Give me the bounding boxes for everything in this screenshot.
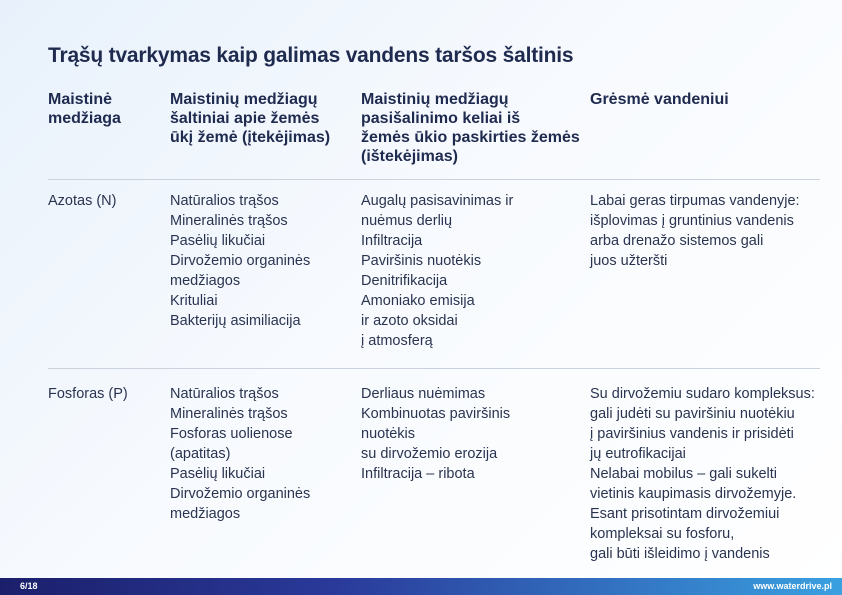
- header-line: (ištekėjimas): [361, 148, 458, 165]
- text-line: Derliaus nuėmimas: [361, 386, 486, 402]
- text-line: Su dirvožemiu sudaro kompleksus:: [590, 386, 815, 402]
- text-line: Nelabai mobilus – gali sukelti: [590, 466, 777, 482]
- text-line: gali judėti su paviršiniu nuotėkiu: [590, 406, 795, 422]
- text-line: nuėmus derlių: [361, 213, 453, 229]
- text-line: Augalų pasisavinimas ir: [361, 193, 514, 209]
- text-line: medžiagos: [170, 273, 241, 289]
- header-line: Grėsmė vandeniui: [590, 91, 729, 108]
- text-line: (apatitas): [170, 446, 231, 462]
- text-line: nuotėkis: [361, 426, 416, 442]
- header-pathways: [361, 90, 580, 166]
- row-phosphorus-nutrient: Fosforas (P): [48, 386, 128, 402]
- text-line: su dirvožemio erozija: [361, 446, 498, 462]
- text-line: į atmosferą: [361, 333, 433, 349]
- text-line: Infiltracija – ribota: [361, 466, 475, 482]
- text-line: Mineralinės trąšos: [170, 406, 288, 422]
- text-line: į paviršinius vandenis ir prisidėti: [590, 426, 794, 442]
- text-line: Infiltracija: [361, 233, 423, 249]
- text-line: išplovimas į gruntinius vandenis: [590, 213, 794, 229]
- text-line: Amoniako emisija: [361, 293, 475, 309]
- header-line: medžiaga: [48, 110, 121, 127]
- divider: [48, 179, 820, 180]
- row-nitrogen-nutrient: Azotas (N): [48, 193, 117, 209]
- text-line: Dirvožemio organinės: [170, 253, 311, 269]
- row-phosphorus-sources: [170, 384, 310, 524]
- header-line: ūkį žemė (įtekėjimas): [170, 129, 331, 146]
- header-line: Maistinė: [48, 91, 113, 108]
- text-line: Kombinuotas paviršinis: [361, 406, 511, 422]
- text-line: Bakterijų asimiliacija: [170, 313, 301, 329]
- text-line: jų eutrofikacijai: [590, 446, 686, 462]
- text-line: Pasėlių likučiai: [170, 466, 266, 482]
- row-phosphorus-pathways: [361, 384, 510, 484]
- header-line: pasišalinimo keliai iš: [361, 110, 521, 127]
- text-line: kompleksai su fosforu,: [590, 526, 735, 542]
- text-line: juos užteršti: [590, 253, 668, 269]
- footer-bar: [0, 578, 842, 595]
- row-nitrogen-pathways: [361, 191, 513, 351]
- text-line: Paviršinis nuotėkis: [361, 253, 482, 269]
- header-threat: [590, 90, 729, 109]
- text-line: medžiagos: [170, 506, 241, 522]
- text-line: Natūralios trąšos: [170, 193, 279, 209]
- text-line: Labai geras tirpumas vandenyje:: [590, 193, 800, 209]
- text-line: Natūralios trąšos: [170, 386, 279, 402]
- header-line: šaltiniai apie žemės: [170, 110, 320, 127]
- text-line: Fosforas uolienose: [170, 426, 293, 442]
- row-nitrogen-sources: [170, 191, 310, 331]
- text-line: ir azoto oksidai: [361, 313, 458, 329]
- text-line: gali būti išleidimo į vandenis: [590, 546, 770, 562]
- text-line: Denitrifikacija: [361, 273, 448, 289]
- row-phosphorus-threat: [590, 384, 815, 564]
- row-nitrogen-threat: [590, 191, 800, 271]
- text-line: Pasėlių likučiai: [170, 233, 266, 249]
- header-sources: [170, 90, 330, 147]
- header-line: Maistinių medžiagų: [361, 91, 509, 108]
- header-nutrient: [48, 90, 121, 128]
- page-number: 6/18: [20, 581, 38, 591]
- header-line: žemės ūkio paskirties žemės: [361, 129, 580, 146]
- page-title: Trąšų tvarkymas kaip galimas vandens taršos šaltinis: [48, 44, 574, 67]
- divider: [48, 368, 820, 369]
- text-line: Esant prisotintam dirvožemiui: [590, 506, 780, 522]
- header-line: Maistinių medžiagų: [170, 91, 318, 108]
- website-link[interactable]: www.waterdrive.pl: [753, 581, 832, 591]
- text-line: arba drenažo sistemos gali: [590, 233, 764, 249]
- text-line: vietinis kaupimasis dirvožemyje.: [590, 486, 797, 502]
- text-line: Krituliai: [170, 293, 218, 309]
- text-line: Dirvožemio organinės: [170, 486, 311, 502]
- text-line: Mineralinės trąšos: [170, 213, 288, 229]
